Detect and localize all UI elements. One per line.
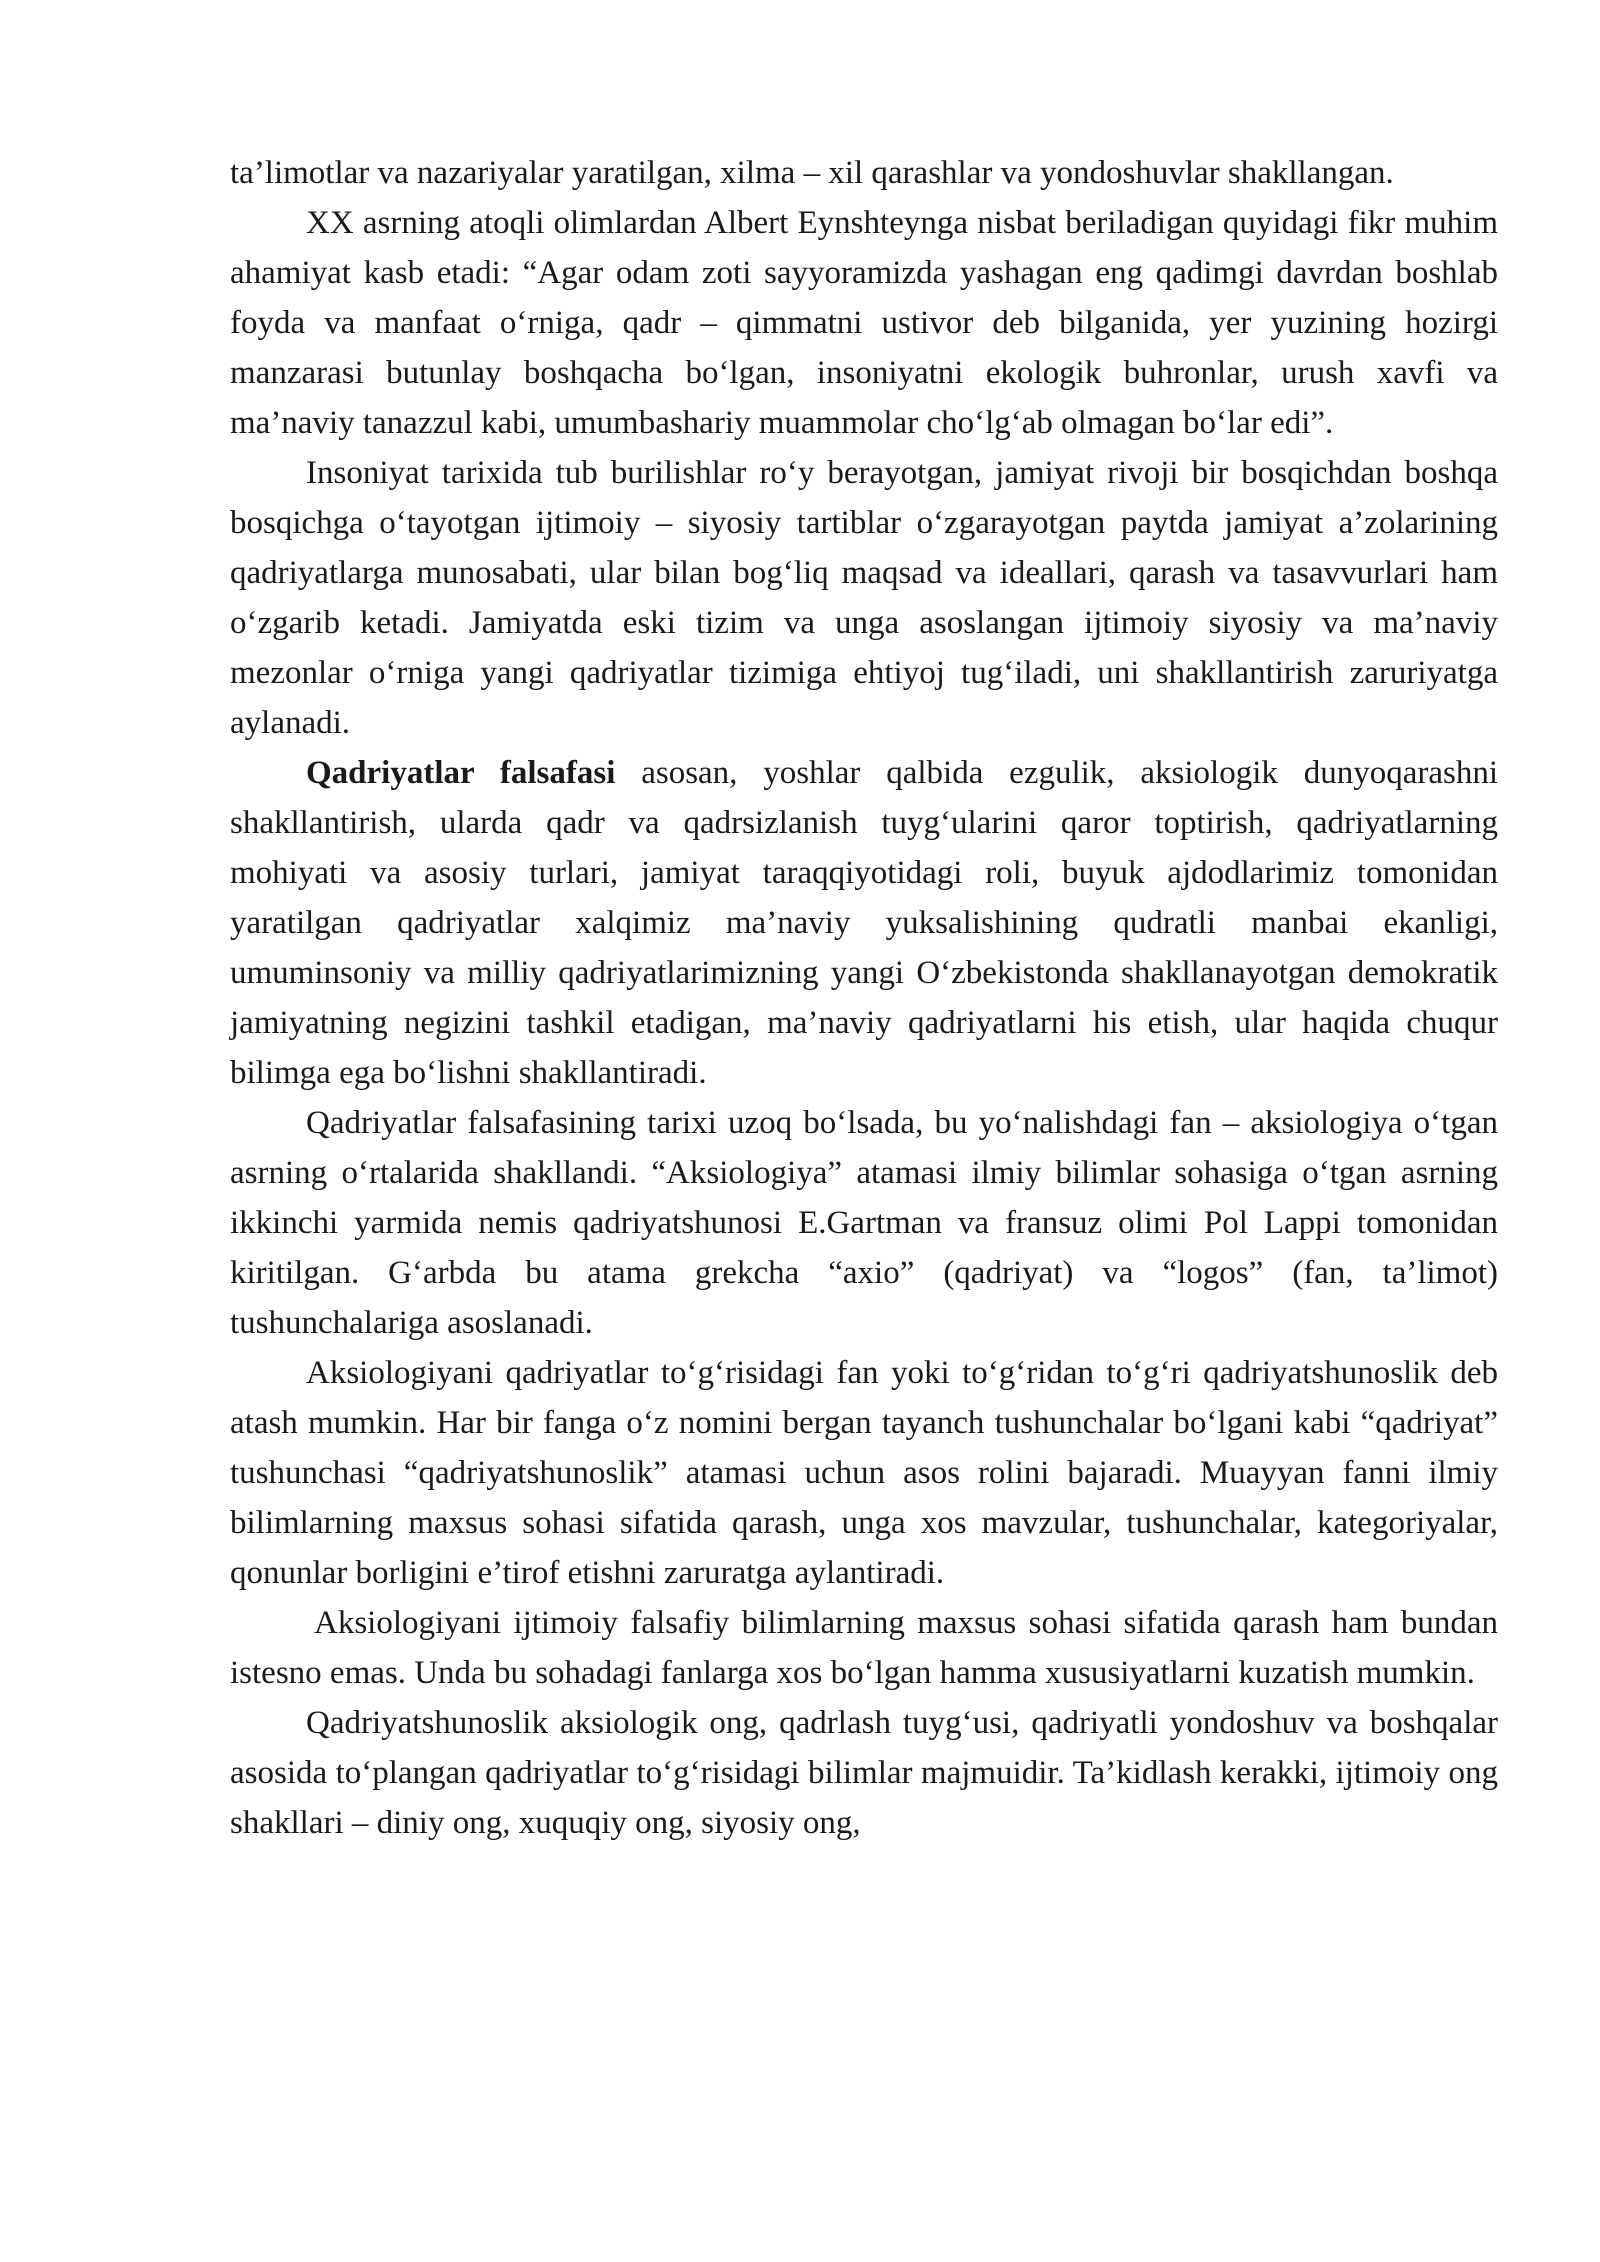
paragraph-axiology-social: Aksiologiyani ijtimoiy falsafiy bilimlarning maxsus sohasi sifatida qarash ham bundan istesno emas. Unda bu sohadagi fanlarga xos bo‘lgan hamma xususiyatlarni kuzatish mumkin. bbox=[230, 1605, 1498, 1691]
paragraph-axiology-history: Qadriyatlar falsafasining tarixi uzoq bo‘lsada, bu yo‘nalishdagi fan – aksiologiya o‘tgan asrning o‘rtalarida shakllandi. “Aksiologiya” atamasi ilmiy bilimlar sohasiga o‘tgan asrning ikkinchi yarmida nemis qadriyatshunosi E.Gartman va fransuz olimi Pol Lappi tomonidan kiritilgan. G‘arbda bu atama grekcha “axio” (qadriyat) va “logos” (fan, ta’limot) tushunchalariga asoslanadi. bbox=[230, 1105, 1498, 1341]
bold-term: Qadriyatlar falsafasi bbox=[306, 755, 616, 791]
paragraph-value-studies: Qadriyatshunoslik aksiologik ong, qadrlash tuyg‘usi, qadriyatli yondoshuv va boshqalar asosida to‘plangan qadriyatlar to‘g‘risidagi bilimlar majmuidir. Ta’kidlash kerakki, ijtimoiy ong shakllari – diniy ong, xuquqiy ong, siyosiy ong, bbox=[230, 1705, 1498, 1841]
paragraph-text: asosan, yoshlar qalbida ezgulik, aksiologik dunyoqarashni shakllantirish, ularda qadr va qadrsizlanish tuyg‘ularini qaror toptirish, qadriyatlarning mohiyati va asosiy turlari, jamiyat taraqqiyotidagi roli, buyuk ajdodlarimiz tomonidan yaratilgan qadriyatlar xalqimiz ma’naviy yuksalishining qudratli manbai ekanligi, umuminsoniy va milliy qadriyatlarimizning yangi O‘zbekistonda shakllanayotgan demokratik jamiyatning negizini tashkil etadigan, ma’naviy qadriyatlarni his etish, ular haqida chuqur bilimga ega bo‘lishni shakllantiradi. bbox=[230, 755, 1498, 1091]
paragraph-continuation: ta’limotlar va nazariyalar yaratilgan, xilma – xil qarashlar va yondoshuvlar shakllangan. bbox=[230, 155, 1394, 191]
paragraph-philosophy-of-values bbox=[230, 748, 1498, 1098]
paragraph-axiology-definition: Aksiologiyani qadriyatlar to‘g‘risidagi fan yoki to‘g‘ridan to‘g‘ri qadriyatshunoslik deb atash mumkin. Har bir fanga o‘z nomini bergan tayanch tushunchalar bo‘lgani kabi “qadriyat” tushunchasi “qadriyatshunoslik” atamasi uchun asos rolini bajaradi. Muayyan fanni ilmiy bilimlarning maxsus sohasi sifatida qarash, unga xos mavzular, tushunchalar, kategoriyalar, qonunlar borligini e’tirof etishni zaruratga aylantiradi. bbox=[230, 1355, 1498, 1591]
document-page bbox=[230, 148, 1498, 1848]
paragraph-einstein-quote: XX asrning atoqli olimlardan Albert Eynshteynga nisbat beriladigan quyidagi fikr muhim ahamiyat kasb etadi: “Agar odam zoti sayyoramizda yashagan eng qadimgi davrdan boshlab foyda va manfaat o‘rniga, qadr – qimmatni ustivor deb bilganida, yer yuzining hozirgi manzarasi butunlay boshqacha bo‘lgan, insoniyatni ekologik buhronlar, urush xavfi va ma’naviy tanazzul kabi, umumbashariy muammolar cho‘lg‘ab olmagan bo‘lar edi”. bbox=[230, 205, 1498, 441]
paragraph-historical-turns: Insoniyat tarixida tub burilishlar ro‘y berayotgan, jamiyat rivoji bir bosqichdan boshqa bosqichga o‘tayotgan ijtimoiy – siyosiy tartiblar o‘zgarayotgan paytda jamiyat a’zolarining qadriyatlarga munosabati, ular bilan bog‘liq maqsad va ideallari, qarash va tasavvurlari ham o‘zgarib ketadi. Jamiyatda eski tizim va unga asoslangan ijtimoiy siyosiy va ma’naviy mezonlar o‘rniga yangi qadriyatlar tizimiga ehtiyoj tug‘iladi, uni shakllantirish zaruriyatga aylanadi. bbox=[230, 455, 1498, 741]
